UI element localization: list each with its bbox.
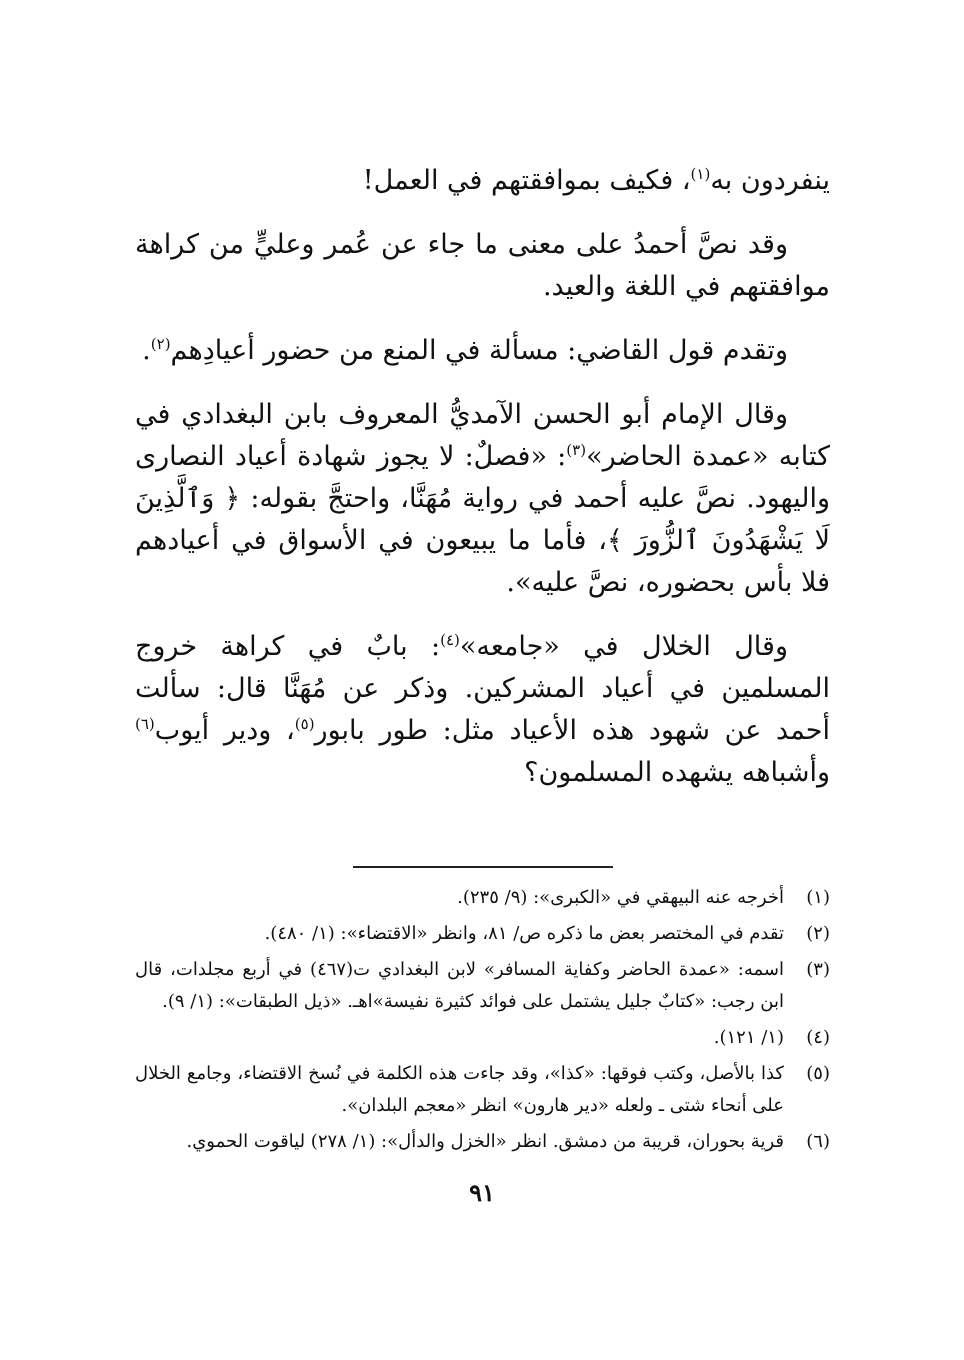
paragraph-text: وقال الخلال في «جامعه» <box>459 631 788 662</box>
paragraph <box>135 626 830 794</box>
paragraph-text: : «فصلٌ: لا يجوز شهادة أعياد النصارى واليهود. نصَّ عليه أحمد في رواية مُهَنَّا، واحتجَّ بقوله: ﴿ وَٱلَّذِينَ لَا يَشْهَدُونَ ٱلزُّورَ ﴾، فأما ما يبيعون في الأسواق في أعيادهم فلا بأس بحضوره، نصَّ عليه». <box>135 441 830 598</box>
footnote <box>135 882 830 914</box>
body-text <box>135 160 830 794</box>
footnote <box>135 1058 830 1122</box>
footnote-number: (٢) <box>806 923 830 944</box>
paragraph <box>135 394 830 604</box>
footnote-ref: (٦) <box>135 715 155 733</box>
footnote <box>135 1022 830 1054</box>
paragraph <box>135 330 830 372</box>
paragraph-text: ينفردون به <box>710 165 830 196</box>
paragraph-text: ، فكيف بموافقتهم في العمل! <box>362 165 691 196</box>
footnote <box>135 954 830 1018</box>
footnote <box>135 1126 830 1158</box>
footnote-ref: (٣) <box>566 441 587 459</box>
footnote-text: كذا بالأصل، وكتب فوقها: «كذا»، وقد جاءت هذه الكلمة في نُسخ الاقتضاء، وجامع الخلال على أنحاء شتى ـ ولعله «دير هارون» انظر «معجم البلدان». <box>135 1063 784 1116</box>
paragraph-text: ، ودير أيوب <box>154 715 295 746</box>
paragraph-text: وأشباهه يشهده المسلمون؟ <box>524 757 830 788</box>
footnote-number: (١) <box>806 887 830 908</box>
paragraph-text: : بابٌ في كراهة خروج المسلمين في أعياد المشركين. وذكر عن مُهَنَّا قال: سألت أحمد عن شهود هذه الأعياد مثل: طور بابور <box>135 631 830 746</box>
footnote-text: تقدم في المختصر بعض ما ذكره ص/ ٨١، وانظر «الاقتضاء»: (١/ ٤٨٠). <box>264 923 784 944</box>
footnote-separator <box>353 866 613 868</box>
paragraph-text: وقال الإمام أبو الحسن الآمديُّ المعروف بابن البغدادي في كتابه «عمدة الحاضر» <box>135 399 830 472</box>
paragraph <box>135 224 830 308</box>
paragraph-text: وقد نصَّ أحمدُ على معنى ما جاء عن عُمر وعليٍّ من كراهة موافقتهم في اللغة والعيد. <box>135 229 830 302</box>
footnotes <box>135 882 830 1158</box>
footnote-separator-wrap <box>135 816 830 882</box>
footnote-ref: (٥) <box>294 715 315 733</box>
footnote-text: (١/ ١٢١). <box>713 1027 784 1048</box>
footnote-number: (٥) <box>806 1063 830 1084</box>
footnote-ref: (٤) <box>440 631 460 649</box>
footnote-text: قرية بحوران، قريبة من دمشق. انظر «الخزل والدأل»: (١/ ٢٧٨) لياقوت الحموي. <box>186 1131 784 1152</box>
footnote-ref: (١) <box>690 165 711 183</box>
footnote-number: (٦) <box>806 1131 830 1152</box>
paragraph-text: وتقدم قول القاضي: مسألة في المنع من حضور أعيادِهم <box>170 335 788 366</box>
book-page <box>135 160 830 1162</box>
footnote-number: (٤) <box>806 1027 830 1048</box>
paragraph-text: . <box>142 335 151 366</box>
page-number: ٩١ <box>469 1178 495 1207</box>
footnote-text: أخرجه عنه البيهقي في «الكبرى»: (٩/ ٢٣٥). <box>457 887 784 908</box>
footnote <box>135 918 830 950</box>
footnote-number: (٣) <box>806 959 830 980</box>
footnote-text: اسمه: «عمدة الحاضر وكفاية المسافر» لابن البغدادي ت(٤٦٧) في أربع مجلدات، قال ابن رجب: «كتابٌ جليل يشتمل على فوائد كثيرة نفيسة»اهـ. «ذيل الطبقات»: (١/ ٩). <box>135 959 784 1012</box>
footnote-ref: (٢) <box>150 335 171 353</box>
paragraph <box>135 160 830 202</box>
